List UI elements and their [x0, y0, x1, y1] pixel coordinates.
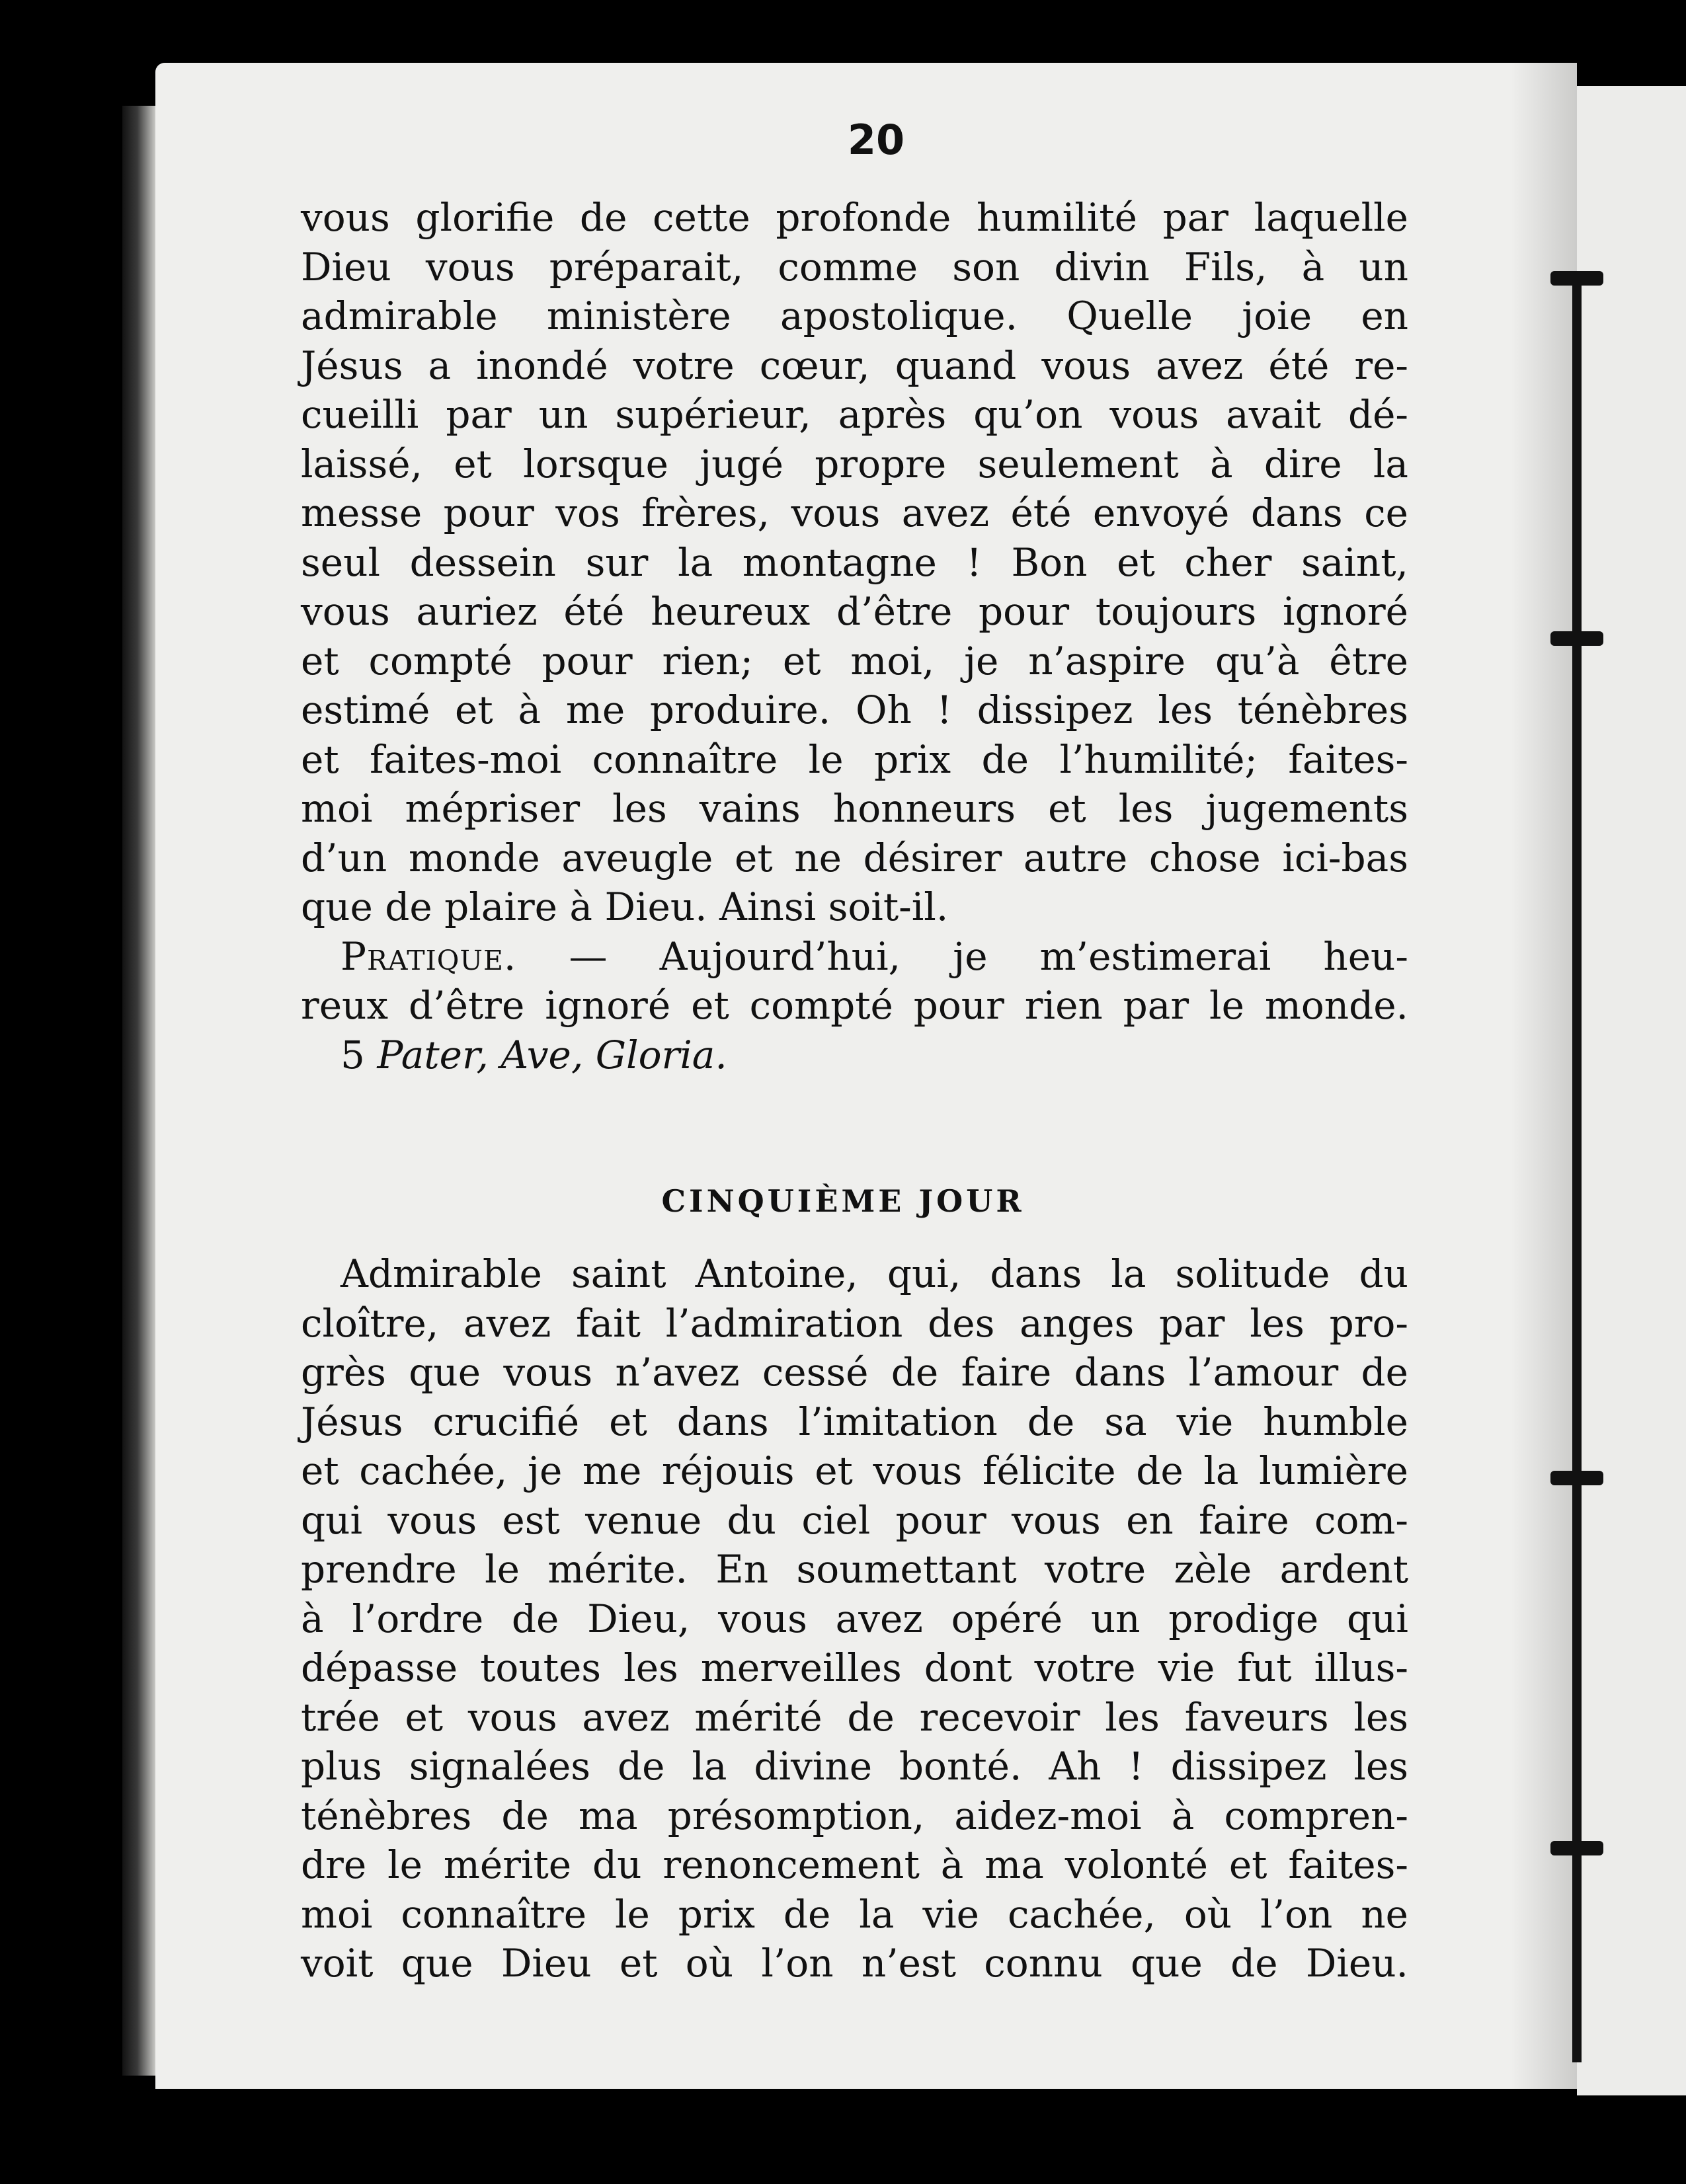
- prayer-names: Pater, Ave, Gloria.: [377, 1032, 727, 1077]
- text-line: que de plaire à Dieu. Ainsi soit-il.: [301, 884, 949, 929]
- practice-dash: —: [516, 933, 660, 979]
- text-line: qui vous est venue du ciel pour vous en faire com-: [301, 1497, 1408, 1543]
- facing-page-edge: [1577, 86, 1686, 2095]
- text-line: seul dessein sur la montagne ! Bon et cher saint,: [301, 539, 1408, 585]
- text-line: cloître, avez fait l’admiration des anges par les pro-: [301, 1300, 1408, 1346]
- prayer-passage-fifth-day: [301, 1249, 1408, 1988]
- book-binding-edge: [122, 106, 155, 2076]
- practice-text: Aujourd’hui, je m’estimerai heu-: [659, 933, 1409, 979]
- text-line: estimé et à me produire. Oh ! dissipez les ténèbres: [301, 687, 1408, 732]
- prayer-passage-fourth-day: [301, 193, 1408, 1079]
- text-line: et cachée, je me réjouis et vous félicite de la lumière: [301, 1448, 1408, 1493]
- text-line: messe pour vos frères, vous avez été envoyé dans ce: [301, 490, 1408, 535]
- binding-thread-knot: [1550, 1471, 1603, 1485]
- text-line: Jésus a inondé votre cœur, quand vous avez été re-: [301, 342, 1408, 388]
- practice-label: Pratique.: [341, 933, 517, 979]
- text-line: dépasse toutes les merveilles dont votre vie fut illus-: [301, 1645, 1408, 1690]
- practice-line: [301, 932, 1408, 982]
- section-heading: CINQUIÈME JOUR: [661, 1183, 1025, 1219]
- prayer-instruction: [301, 1031, 1408, 1080]
- text-line: moi mépriser les vains honneurs et les jugements: [301, 786, 1408, 831]
- text-line: cueilli par un supérieur, après qu’on vous avait dé-: [301, 392, 1408, 437]
- binding-thread-knot: [1550, 1841, 1603, 1855]
- page-gutter-shadow: [1511, 63, 1577, 2089]
- text-line: et faites-moi connaître le prix de l’humilité; faites-: [301, 736, 1408, 782]
- text-line: ténèbres de ma présomption, aidez-moi à compren-: [301, 1793, 1408, 1838]
- text-line: Admirable saint Antoine, qui, dans la solitude du: [341, 1251, 1408, 1296]
- text-line: et compté pour rien; et moi, je n’aspire qu’à être: [301, 638, 1408, 683]
- text-line: Dieu vous préparait, comme son divin Fils, à un: [301, 244, 1408, 290]
- text-line: plus signalées de la divine bonté. Ah ! dissipez les: [301, 1744, 1408, 1789]
- text-line: moi connaître le prix de la vie cachée, où l’on ne: [301, 1891, 1408, 1937]
- text-line: dre le mérite du renoncement à ma volonté et faites-: [301, 1842, 1408, 1887]
- text-line: Jésus crucifié et dans l’imitation de sa vie humble: [301, 1399, 1408, 1444]
- text-line: d’un monde aveugle et ne désirer autre chose ici-bas: [301, 835, 1408, 880]
- text-line: à l’ordre de Dieu, vous avez opéré un prodige qui: [301, 1596, 1408, 1641]
- prayer-count: 5: [341, 1032, 378, 1077]
- text-line: laissé, et lorsque jugé propre seulement à dire la: [301, 441, 1408, 487]
- practice-line: reux d’être ignoré et compté pour rien par le monde.: [301, 983, 1408, 1028]
- binding-thread: [1572, 278, 1582, 2062]
- text-line: vous glorifie de cette profonde humilité par laquelle: [301, 195, 1408, 240]
- binding-thread-knot: [1550, 631, 1603, 646]
- text-line: voit que Dieu et où l’on n’est connu que de Dieu.: [301, 1941, 1408, 1986]
- binding-thread-knot: [1550, 271, 1603, 286]
- text-line: vous auriez été heureux d’être pour toujours ignoré: [301, 589, 1408, 634]
- text-line: prendre le mérite. En soumettant votre zèle ardent: [301, 1547, 1408, 1592]
- page-number: 20: [847, 116, 905, 164]
- text-line: trée et vous avez mérité de recevoir les faveurs les: [301, 1694, 1408, 1740]
- text-line: grès que vous n’avez cessé de faire dans l’amour de: [301, 1350, 1408, 1395]
- text-line: admirable ministère apostolique. Quelle joie en: [301, 293, 1408, 338]
